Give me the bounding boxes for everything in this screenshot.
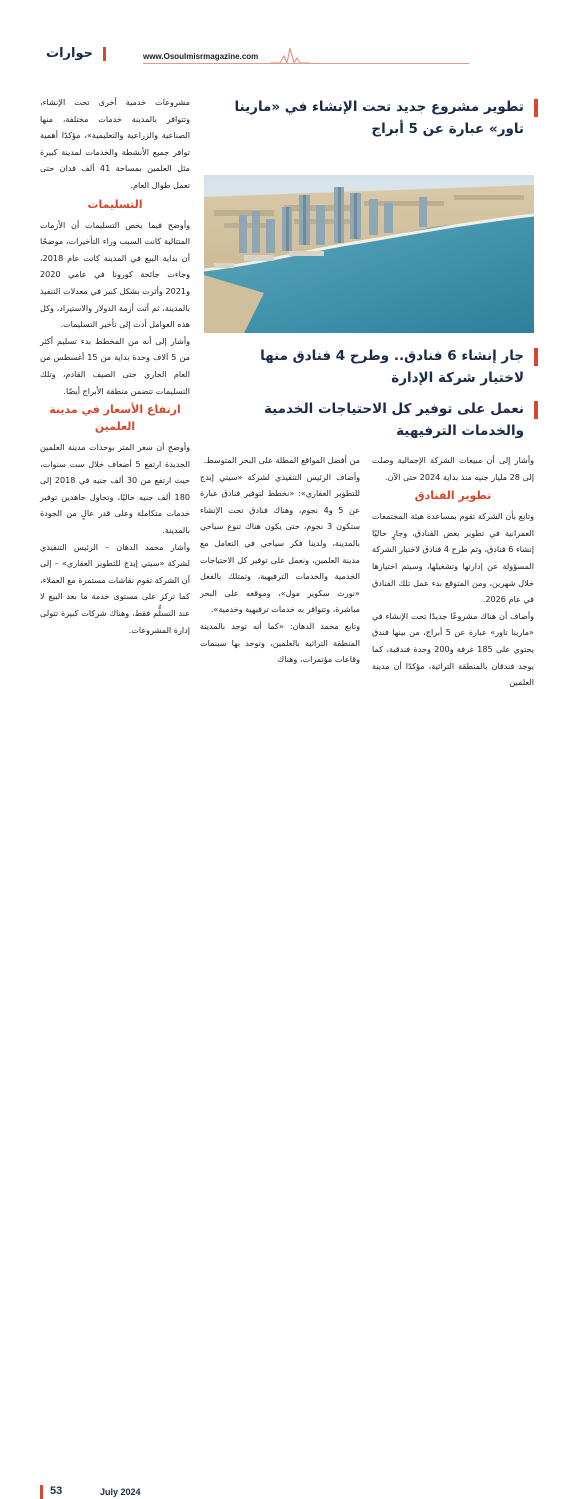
services-headline-text: نعمل على توفير كل الاحتياجات الخدمية والخدمات الترفيهية <box>263 401 524 439</box>
section-accent-bar <box>103 47 106 61</box>
main-headline-text: تطوير مشروع جديد تحت الإنشاء في «مارينا تاور» عبارة عن 5 أبراج <box>234 99 524 137</box>
subheading-hotels: تطوير الفنادق <box>414 489 492 503</box>
main-headline <box>204 96 524 140</box>
hotels-headline <box>214 345 524 389</box>
header-rule <box>143 63 469 64</box>
paragraph: وأضاف الرئيس التنفيذي لشركة «سيتي إيدج للتطوير العقاري»: «نخطط لتوفير فنادق عبارة عن 5 و4 نجوم، وهناك فنادق تحت الإنشاء ستكون 3 نجوم، حتى يكون هناك تنوع سياحي بالمدينة، ولدينا فكر سياحي في التعامل مع مدينة العلمين، ونعمل على توفير كل الاحتياجات الخدمية والخدمات الترفيهية، وتمتلك بالفعل «نورث سكوير مول»، وموقعه على البحر مباشرة، وتتوافر به خدمات ترفيهية وخدمية». <box>200 471 360 615</box>
paragraph: من أفضل المواقع المطلة على البحر المتوسط. <box>203 455 360 465</box>
subheading-prices: ارتفاع الأسعار في مدينة العلمين <box>49 403 181 434</box>
section-name: حوارات <box>46 46 93 61</box>
paragraph: وأشار إلى أنه من المخطط بدء تسليم أكثر من 5 آلاف وحدة بداية من 15 أغسطس من العام الجاري حتى الصيف القادم، وتلك التسليمات تتضمن منطقة الأبراج أيضًا. <box>40 335 190 396</box>
paragraph: وأشار محمد الدهان – الرئيس التنفيذي لشركة «سيتي إيدج للتطوير العقاري» – إلى أن الشركة تقوم نقاشات مستمرة مع العملاء، كما تركز على مستوى خدمة ما بعد البيع لا عند التسلُّم فقط، وهناك شركات كبيرة تتولى إدارة المشروعات. <box>39 541 190 635</box>
paragraph: وأوضح أن سعر المتر بوحدات مدينة العلمين الجديدة ارتفع 5 أضعاف خلال ست سنوات، حيث ارتفع من 30 ألف جنيه في 2018 إلى 180 ألف جنيه حاليًا، وتحاول جاهدين توفير خدمات متكاملة وعلى قدر عالٍ من الجودة بالمدينة. <box>40 442 190 536</box>
paragraph: وتابع محمد الدهان: «كما أنه توجد بالمدينة المنطقة التراثية بالعلمين، وتوجد بها سينمات وقاعات مؤتمرات، وهناك <box>200 620 360 665</box>
article-column-right <box>372 452 534 691</box>
page-number: 53 <box>50 1485 63 1497</box>
paragraph: مشروعات خدمية أخرى تحت الإنشاء، وتتوافر بالمدينة خدمات مختلفة، منها الصناعية والزراعية والتعليمية»، مؤكدًا أهمية توافر جميع الأنشطة والخدمات لمدينة كبيرة مثل العلمين بمساحة 41 ألف فدان حتى تعمل طوال العام. <box>40 97 190 190</box>
magazine-url[interactable]: www.Osoulmisrmagazine.com <box>143 52 259 61</box>
alamein-towers-illustration <box>204 175 534 333</box>
hotels-headline-text: جار إنشاء 6 فنادق.. وطرح 4 فنادق منها لاختيار شركة الإدارة <box>260 348 524 386</box>
pulse-line-icon <box>270 44 310 64</box>
coastal-city-photo <box>204 175 534 333</box>
footer-accent-bar <box>40 1485 43 1499</box>
paragraph: وأضاف أن هناك مشروعًا جديدًا تحت الإنشاء في «مارينا تاور» عبارة عن 5 أبراج، من بينها فندق يحتوي على 185 غرفة و200 وحدة فندقية، كما يوجد فندقان بالمنطقة التراثية، مؤكدًا أن مدينة العلمين <box>372 610 534 688</box>
paragraph: وأشار إلى أن مبيعات الشركة الإجمالية وصلت إلى 28 مليار جنيه منذ بداية 2024 حتى الآن. <box>372 455 534 482</box>
article-column-left <box>40 94 190 638</box>
subheading-deliveries: التسليمات <box>87 197 143 211</box>
headline-accent-bar <box>534 99 538 117</box>
paragraph: وتابع بأن الشركة تقوم بمساعدة هيئة المجتمعات العمرانية في تطوير بعض الفنادق، وجارٍ حاليًا إنشاء 6 فنادق، وتم طرح 4 فنادق لاختيار الشركة المسؤولة عن إدارتها وتشغيلها، وسيتم اختيارها خلال شهرين، ومن المتوقع بدء عمل تلك الفنادق في عام 2026. <box>372 511 534 605</box>
services-headline <box>214 398 524 442</box>
page-header <box>0 0 567 72</box>
headline-accent-bar <box>534 348 538 366</box>
page-footer <box>0 740 567 1497</box>
paragraph: وأوضح فيما يخص التسليمات أن الأزمات المتتالية كانت السبب وراء التأخيرات، موضحًا أن بداية البيع في المدينة كانت عام 2018، وجاءت جائحة كورونا في عامي 2020 و2021 وأثرت بشكل كبير في معدلات التنفيذ بالمدينة، ثم أتت أزمة الدولار والاستيراد، وكل هذه العوامل أدت إلى تأخير التسليمات. <box>40 219 190 330</box>
article-column-middle <box>200 452 360 668</box>
headline-accent-bar <box>534 401 538 419</box>
issue-date: July 2024 <box>100 1487 141 1497</box>
